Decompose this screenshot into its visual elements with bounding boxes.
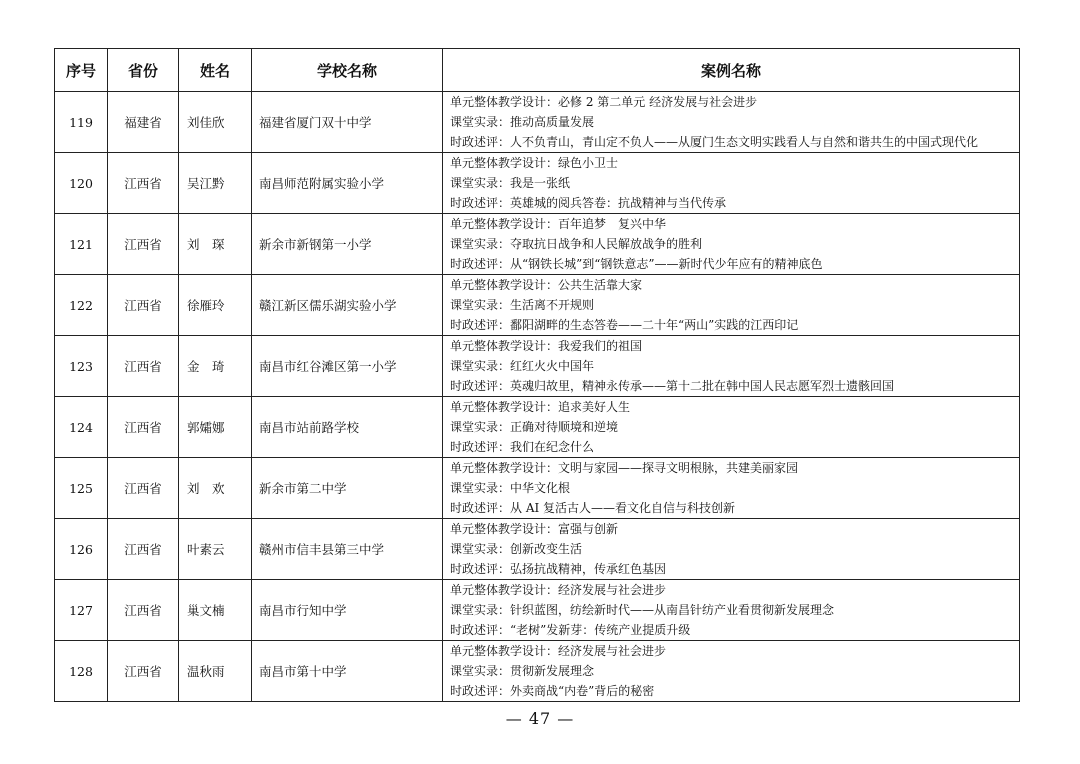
cell-name: 吴江黔 — [179, 153, 252, 214]
case-line: 单元整体教学设计：经济发展与社会进步 — [450, 644, 667, 658]
case-line: 单元整体教学设计：追求美好人生 — [450, 400, 631, 414]
cell-school: 南昌市第十中学 — [252, 641, 443, 702]
cell-case — [443, 336, 1020, 397]
cell-school: 赣州市信丰县第三中学 — [252, 519, 443, 580]
cell-province: 江西省 — [108, 519, 179, 580]
table-row — [55, 214, 1020, 275]
cell-province: 江西省 — [108, 214, 179, 275]
cell-school: 新余市第二中学 — [252, 458, 443, 519]
table-header-row — [55, 49, 1020, 92]
case-line: 单元整体教学设计：我爱我们的祖国 — [450, 339, 643, 353]
cell-case — [443, 92, 1020, 153]
header-province: 省份 — [108, 49, 179, 92]
case-line: 课堂实录：正确对待顺境和逆境 — [450, 420, 619, 434]
cell-num: 119 — [55, 92, 108, 153]
case-line: 时政述评：从 AI 复活古人——看文化自信与科技创新 — [450, 501, 736, 515]
cell-num: 122 — [55, 275, 108, 336]
case-line: 课堂实录：针织蓝图，纺绘新时代——从南昌针纺产业看贯彻新发展理念 — [450, 603, 835, 617]
case-line: 课堂实录：红红火火中国年 — [450, 359, 595, 373]
cell-school: 南昌市行知中学 — [252, 580, 443, 641]
case-table — [54, 48, 1020, 702]
case-line: 单元整体教学设计：必修 2 第二单元 经济发展与社会进步 — [450, 95, 758, 109]
case-line: 课堂实录：创新改变生活 — [450, 542, 583, 556]
cell-province: 江西省 — [108, 458, 179, 519]
cell-name: 金 琦 — [179, 336, 252, 397]
cell-name: 刘 欢 — [179, 458, 252, 519]
cell-province: 江西省 — [108, 336, 179, 397]
cell-school: 新余市新钢第一小学 — [252, 214, 443, 275]
case-line: 单元整体教学设计：富强与创新 — [450, 522, 619, 536]
cell-case — [443, 397, 1020, 458]
cell-name: 巢文楠 — [179, 580, 252, 641]
case-line: 单元整体教学设计：经济发展与社会进步 — [450, 583, 667, 597]
case-line: 课堂实录：我是一张纸 — [450, 176, 571, 190]
header-school: 学校名称 — [252, 49, 443, 92]
cell-num: 126 — [55, 519, 108, 580]
cell-num: 125 — [55, 458, 108, 519]
cell-num: 123 — [55, 336, 108, 397]
case-line: 时政述评：从“钢铁长城”到“钢铁意志”——新时代少年应有的精神底色 — [450, 257, 823, 271]
cell-case — [443, 153, 1020, 214]
cell-case — [443, 275, 1020, 336]
cell-name: 刘佳欣 — [179, 92, 252, 153]
table-row — [55, 458, 1020, 519]
cell-school: 福建省厦门双十中学 — [252, 92, 443, 153]
case-line: 时政述评：“老树”发新芽：传统产业提质升级 — [450, 623, 691, 637]
cell-school: 南昌市红谷滩区第一小学 — [252, 336, 443, 397]
case-line: 单元整体教学设计：绿色小卫士 — [450, 156, 619, 170]
case-line: 课堂实录：贯彻新发展理念 — [450, 664, 595, 678]
case-line: 课堂实录：夺取抗日战争和人民解放战争的胜利 — [450, 237, 703, 251]
cell-province: 江西省 — [108, 580, 179, 641]
case-table-container — [54, 48, 1019, 702]
cell-province: 福建省 — [108, 92, 179, 153]
cell-case — [443, 519, 1020, 580]
case-line: 时政述评：外卖商战“内卷”背后的秘密 — [450, 684, 655, 698]
cell-num: 120 — [55, 153, 108, 214]
table-row — [55, 580, 1020, 641]
header-num: 序号 — [55, 49, 108, 92]
table-row — [55, 92, 1020, 153]
cell-num: 121 — [55, 214, 108, 275]
cell-province: 江西省 — [108, 275, 179, 336]
cell-case — [443, 214, 1020, 275]
case-line: 单元整体教学设计：公共生活靠大家 — [450, 278, 643, 292]
case-line: 单元整体教学设计：文明与家园——探寻文明根脉，共建美丽家园 — [450, 461, 799, 475]
cell-name: 温秋雨 — [179, 641, 252, 702]
cell-num: 124 — [55, 397, 108, 458]
table-row — [55, 153, 1020, 214]
cell-province: 江西省 — [108, 641, 179, 702]
page-number: — 47 — — [505, 709, 575, 728]
cell-province: 江西省 — [108, 153, 179, 214]
cell-case — [443, 641, 1020, 702]
table-row — [55, 336, 1020, 397]
table-row — [55, 397, 1020, 458]
cell-case — [443, 580, 1020, 641]
cell-num: 127 — [55, 580, 108, 641]
case-line: 课堂实录：中华文化根 — [450, 481, 571, 495]
cell-school: 赣江新区儒乐湖实验小学 — [252, 275, 443, 336]
cell-school: 南昌师范附属实验小学 — [252, 153, 443, 214]
case-line: 课堂实录：推动高质量发展 — [450, 115, 595, 129]
cell-num: 128 — [55, 641, 108, 702]
case-line: 时政述评：英雄城的阅兵答卷：抗战精神与当代传承 — [450, 196, 727, 210]
case-line: 单元整体教学设计：百年追梦 复兴中华 — [450, 217, 667, 231]
header-case: 案例名称 — [443, 49, 1020, 92]
cell-name: 郭孀娜 — [179, 397, 252, 458]
case-line: 时政述评：我们在纪念什么 — [450, 440, 595, 454]
table-row — [55, 519, 1020, 580]
case-line: 时政述评：弘扬抗战精神，传承红色基因 — [450, 562, 667, 576]
cell-name: 徐雁玲 — [179, 275, 252, 336]
case-line: 时政述评：英魂归故里，精神永传承——第十二批在韩中国人民志愿军烈士遗骸回国 — [450, 379, 895, 393]
case-line: 时政述评：人不负青山，青山定不负人——从厦门生态文明实践看人与自然和谐共生的中国式现代化 — [450, 135, 979, 149]
cell-case — [443, 458, 1020, 519]
table-body — [55, 92, 1020, 702]
cell-name: 叶素云 — [179, 519, 252, 580]
cell-name: 刘 琛 — [179, 214, 252, 275]
case-line: 课堂实录：生活离不开规则 — [450, 298, 595, 312]
cell-school: 南昌市站前路学校 — [252, 397, 443, 458]
case-line: 时政述评：鄱阳湖畔的生态答卷——二十年“两山”实践的江西印记 — [450, 318, 799, 332]
header-name: 姓名 — [179, 49, 252, 92]
cell-province: 江西省 — [108, 397, 179, 458]
table-row — [55, 275, 1020, 336]
table-row — [55, 641, 1020, 702]
